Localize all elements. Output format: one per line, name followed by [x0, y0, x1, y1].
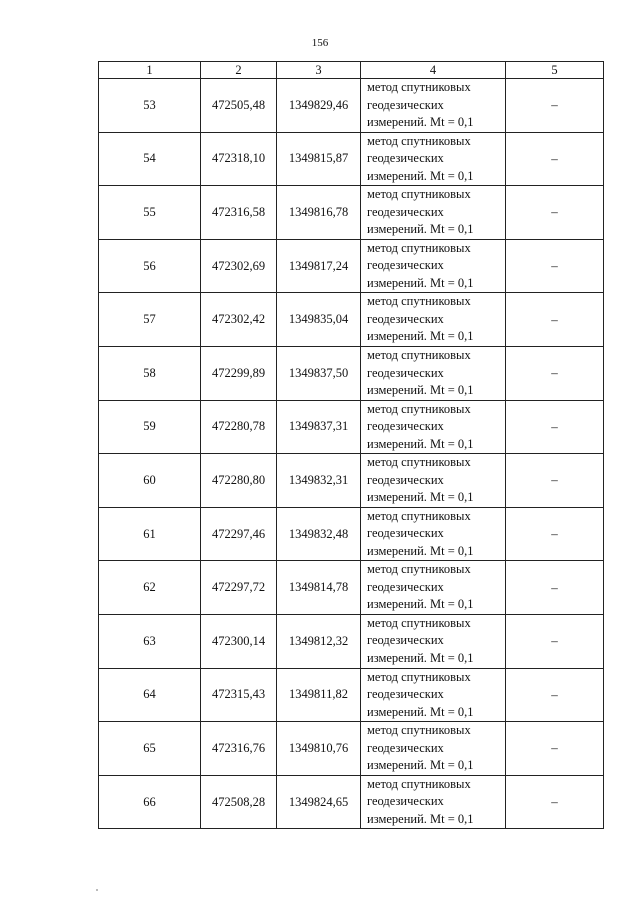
- point-number-cell: 58: [99, 346, 201, 400]
- note-dash: –: [551, 526, 558, 542]
- method-line: геодезических: [367, 365, 444, 380]
- method-line: геодезических: [367, 97, 444, 112]
- point-number-cell: 60: [99, 454, 201, 508]
- method-line: измерений. Mt = 0,1: [367, 115, 474, 130]
- method-line: измерений. Mt = 0,1: [367, 758, 474, 773]
- method-line: геодезических: [367, 204, 444, 219]
- table-row: [99, 775, 604, 829]
- column-header-2: 2: [201, 62, 277, 79]
- method-cell: [361, 79, 506, 133]
- x-coordinate-cell: 472297,46: [201, 507, 277, 561]
- method-cell: [361, 239, 506, 293]
- table-row: [99, 186, 604, 240]
- method-line: геодезических: [367, 633, 444, 648]
- method-cell: [361, 293, 506, 347]
- table-row: [99, 561, 604, 615]
- point-number-cell: 53: [99, 79, 201, 133]
- point-number-cell: 62: [99, 561, 201, 615]
- method-line: геодезических: [367, 258, 444, 273]
- method-line: измерений. Mt = 0,1: [367, 275, 474, 290]
- method-line: геодезических: [367, 311, 444, 326]
- note-dash: –: [551, 311, 558, 327]
- method-line: метод спутниковых: [367, 776, 471, 791]
- point-number-cell: 66: [99, 775, 201, 829]
- method-line: метод спутниковых: [367, 455, 471, 470]
- y-coordinate-cell: 1349837,31: [277, 400, 361, 454]
- coordinates-table: [98, 61, 604, 829]
- note-dash: –: [551, 204, 558, 220]
- method-line: геодезических: [367, 151, 444, 166]
- x-coordinate-cell: 472316,76: [201, 722, 277, 776]
- note-dash: –: [551, 633, 558, 649]
- note-dash: –: [551, 686, 558, 702]
- point-number-cell: 57: [99, 293, 201, 347]
- table-row: [99, 614, 604, 668]
- point-number-cell: 54: [99, 132, 201, 186]
- table-row: [99, 79, 604, 133]
- y-coordinate-cell: 1349812,32: [277, 614, 361, 668]
- method-line: метод спутниковых: [367, 508, 471, 523]
- table-row: [99, 722, 604, 776]
- note-cell: [506, 186, 604, 240]
- note-dash: –: [551, 740, 558, 756]
- y-coordinate-cell: 1349817,24: [277, 239, 361, 293]
- method-line: измерений. Mt = 0,1: [367, 222, 474, 237]
- y-coordinate-cell: 1349815,87: [277, 132, 361, 186]
- page-number: 156: [311, 37, 329, 49]
- method-cell: [361, 722, 506, 776]
- note-dash: –: [551, 150, 558, 166]
- method-line: измерений. Mt = 0,1: [367, 543, 474, 558]
- table-row: [99, 293, 604, 347]
- method-line: метод спутниковых: [367, 669, 471, 684]
- note-cell: [506, 614, 604, 668]
- method-line: метод спутниковых: [367, 294, 471, 309]
- method-cell: [361, 400, 506, 454]
- y-coordinate-cell: 1349824,65: [277, 775, 361, 829]
- method-line: метод спутниковых: [367, 723, 471, 738]
- table-header-row: [99, 62, 604, 79]
- column-header-5: 5: [506, 62, 604, 79]
- table-row: [99, 400, 604, 454]
- method-cell: [361, 346, 506, 400]
- point-number-cell: 59: [99, 400, 201, 454]
- method-line: геодезических: [367, 794, 444, 809]
- point-number-cell: 65: [99, 722, 201, 776]
- point-number-cell: 55: [99, 186, 201, 240]
- method-line: измерений. Mt = 0,1: [367, 490, 474, 505]
- method-line: измерений. Mt = 0,1: [367, 597, 474, 612]
- method-line: геодезических: [367, 419, 444, 434]
- y-coordinate-cell: 1349816,78: [277, 186, 361, 240]
- table-body: [99, 79, 604, 829]
- note-cell: [506, 293, 604, 347]
- method-line: измерений. Mt = 0,1: [367, 329, 474, 344]
- method-cell: [361, 186, 506, 240]
- method-cell: [361, 561, 506, 615]
- note-cell: [506, 561, 604, 615]
- method-line: измерений. Mt = 0,1: [367, 436, 474, 451]
- x-coordinate-cell: 472316,58: [201, 186, 277, 240]
- column-header-3: 3: [277, 62, 361, 79]
- method-line: измерений. Mt = 0,1: [367, 650, 474, 665]
- note-cell: [506, 239, 604, 293]
- scan-speck: [96, 889, 98, 891]
- method-line: метод спутниковых: [367, 615, 471, 630]
- x-coordinate-cell: 472299,89: [201, 346, 277, 400]
- y-coordinate-cell: 1349829,46: [277, 79, 361, 133]
- note-cell: [506, 400, 604, 454]
- method-line: измерений. Mt = 0,1: [367, 168, 474, 183]
- table-row: [99, 132, 604, 186]
- method-line: геодезических: [367, 526, 444, 541]
- note-dash: –: [551, 579, 558, 595]
- table-row: [99, 668, 604, 722]
- point-number-cell: 56: [99, 239, 201, 293]
- table-row: [99, 239, 604, 293]
- x-coordinate-cell: 472505,48: [201, 79, 277, 133]
- x-coordinate-cell: 472297,72: [201, 561, 277, 615]
- note-cell: [506, 507, 604, 561]
- x-coordinate-cell: 472280,78: [201, 400, 277, 454]
- note-dash: –: [551, 365, 558, 381]
- method-line: измерений. Mt = 0,1: [367, 811, 474, 826]
- note-cell: [506, 132, 604, 186]
- method-line: геодезических: [367, 472, 444, 487]
- note-dash: –: [551, 472, 558, 488]
- x-coordinate-cell: 472318,10: [201, 132, 277, 186]
- note-dash: –: [551, 258, 558, 274]
- method-cell: [361, 614, 506, 668]
- note-dash: –: [551, 794, 558, 810]
- method-cell: [361, 668, 506, 722]
- column-header-1: 1: [99, 62, 201, 79]
- note-cell: [506, 668, 604, 722]
- note-cell: [506, 346, 604, 400]
- method-line: метод спутниковых: [367, 187, 471, 202]
- y-coordinate-cell: 1349810,76: [277, 722, 361, 776]
- method-line: геодезических: [367, 740, 444, 755]
- method-cell: [361, 507, 506, 561]
- note-cell: [506, 722, 604, 776]
- x-coordinate-cell: 472508,28: [201, 775, 277, 829]
- method-line: метод спутниковых: [367, 348, 471, 363]
- y-coordinate-cell: 1349814,78: [277, 561, 361, 615]
- method-line: метод спутниковых: [367, 133, 471, 148]
- x-coordinate-cell: 472315,43: [201, 668, 277, 722]
- x-coordinate-cell: 472280,80: [201, 454, 277, 508]
- x-coordinate-cell: 472300,14: [201, 614, 277, 668]
- table-row: [99, 454, 604, 508]
- note-cell: [506, 454, 604, 508]
- method-line: измерений. Mt = 0,1: [367, 383, 474, 398]
- method-line: геодезических: [367, 687, 444, 702]
- point-number-cell: 61: [99, 507, 201, 561]
- method-line: метод спутниковых: [367, 80, 471, 95]
- method-cell: [361, 132, 506, 186]
- x-coordinate-cell: 472302,42: [201, 293, 277, 347]
- column-header-4: 4: [361, 62, 506, 79]
- point-number-cell: 63: [99, 614, 201, 668]
- method-cell: [361, 775, 506, 829]
- method-line: геодезических: [367, 579, 444, 594]
- method-line: метод спутниковых: [367, 562, 471, 577]
- y-coordinate-cell: 1349837,50: [277, 346, 361, 400]
- method-line: метод спутниковых: [367, 240, 471, 255]
- table-row: [99, 507, 604, 561]
- method-cell: [361, 454, 506, 508]
- x-coordinate-cell: 472302,69: [201, 239, 277, 293]
- note-cell: [506, 79, 604, 133]
- note-dash: –: [551, 97, 558, 113]
- method-line: измерений. Mt = 0,1: [367, 704, 474, 719]
- y-coordinate-cell: 1349811,82: [277, 668, 361, 722]
- table-row: [99, 346, 604, 400]
- note-cell: [506, 775, 604, 829]
- point-number-cell: 64: [99, 668, 201, 722]
- y-coordinate-cell: 1349832,31: [277, 454, 361, 508]
- method-line: метод спутниковых: [367, 401, 471, 416]
- y-coordinate-cell: 1349835,04: [277, 293, 361, 347]
- y-coordinate-cell: 1349832,48: [277, 507, 361, 561]
- note-dash: –: [551, 418, 558, 434]
